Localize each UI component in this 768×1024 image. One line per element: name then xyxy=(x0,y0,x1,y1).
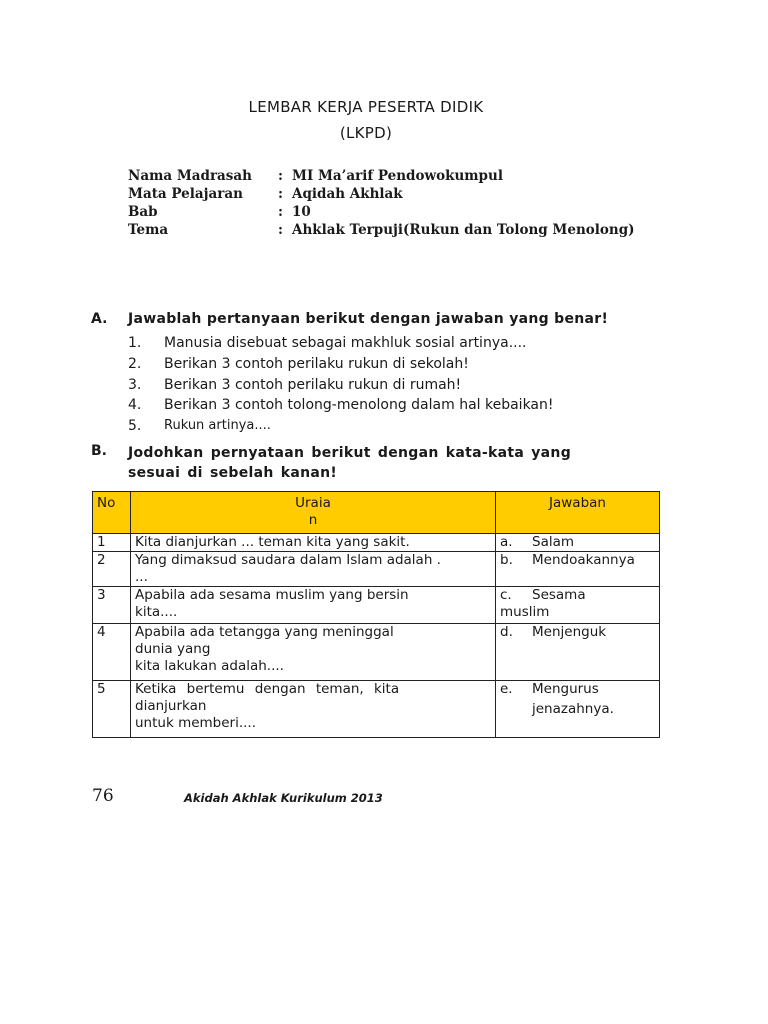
header-uraian xyxy=(131,492,496,534)
info-value: MI Ma’arif Pendowokumpul xyxy=(292,168,503,184)
book-title: Akidah Akhlak Kurikulum 2013 xyxy=(184,791,383,805)
question-number: 5. xyxy=(128,418,142,435)
statement-line: Apabila ada tetangga yang meninggal xyxy=(135,624,394,640)
statement-line: Apabila ada sesama muslim yang bersin xyxy=(135,587,409,603)
row-answer xyxy=(496,534,660,552)
statement-line: Kita dianjurkan ... teman kita yang sakit. xyxy=(135,534,410,550)
answer-text: Mendoakannya xyxy=(532,552,635,568)
info-value: 10 xyxy=(292,204,311,220)
page-number: 76 xyxy=(92,786,114,806)
question-text: Rukun artinya.... xyxy=(164,418,271,434)
header-jawaban: Jawaban xyxy=(496,492,660,534)
statement-line: dianjurkan xyxy=(135,698,207,714)
info-colon: : xyxy=(278,204,283,220)
row-number: 1 xyxy=(93,534,131,552)
row-number: 5 xyxy=(93,681,131,738)
table-row xyxy=(93,552,660,587)
section-b-heading: Jodohkan pernyataan berikut dengan kata-kata yang sesuai di sebelah kanan! xyxy=(128,445,572,481)
answer-text: Mengurus xyxy=(532,681,599,697)
info-colon: : xyxy=(278,186,283,202)
answer-letter: b. xyxy=(500,552,513,568)
info-colon: : xyxy=(278,222,283,238)
info-row-madrasah xyxy=(128,167,648,185)
row-answer xyxy=(496,681,660,738)
info-label: Nama Madrasah xyxy=(128,168,252,184)
info-colon: : xyxy=(278,168,283,184)
row-statement xyxy=(131,534,496,552)
answer-letter: d. xyxy=(500,624,513,640)
row-statement xyxy=(131,681,496,738)
info-label: Bab xyxy=(128,204,158,220)
row-answer xyxy=(496,624,660,681)
question-number: 1. xyxy=(128,335,142,351)
table-row xyxy=(93,587,660,624)
info-row-subject xyxy=(128,185,648,203)
row-answer xyxy=(496,552,660,587)
statement-line: Yang dimaksud saudara dalam Islam adalah . xyxy=(135,552,441,568)
statement-line: untuk memberi.... xyxy=(135,715,257,731)
statement-line: ... xyxy=(135,569,148,585)
statement-line: kita lakukan adalah.... xyxy=(135,658,284,674)
statement-line: dunia yang xyxy=(135,641,211,657)
question-text: Berikan 3 contoh perilaku rukun di sekolah! xyxy=(164,355,469,372)
section-a-letter: A. xyxy=(91,311,108,327)
table-row xyxy=(93,624,660,681)
row-number: 3 xyxy=(93,587,131,624)
answer-text: Sesama xyxy=(532,587,586,603)
statement-line: kita.... xyxy=(135,604,178,620)
matching-table xyxy=(92,491,660,738)
table-row xyxy=(93,534,660,552)
identity-block xyxy=(128,167,648,239)
answer-text: Salam xyxy=(532,534,575,550)
section-b-letter: B. xyxy=(91,443,107,459)
answer-text-line2: muslim xyxy=(500,604,550,620)
header-uraian-line2: n xyxy=(308,512,318,528)
statement-line: Ketika bertemu dengan teman, kita xyxy=(135,681,400,697)
question-text: Manusia disebuat sebagai makhluk sosial artinya.... xyxy=(164,335,527,351)
info-row-chapter xyxy=(128,203,648,221)
section-a-heading: Jawablah pertanyaan berikut dengan jawaban yang benar! xyxy=(128,311,609,327)
info-label: Tema xyxy=(128,222,169,238)
table-row xyxy=(93,681,660,738)
question-text: Berikan 3 contoh tolong-menolong dalam hal kebaikan! xyxy=(164,397,554,414)
question-number: 2. xyxy=(128,355,142,372)
row-statement xyxy=(131,587,496,624)
question-text: Berikan 3 contoh perilaku rukun di rumah! xyxy=(164,376,462,393)
document-title: LEMBAR KERJA PESERTA DIDIK xyxy=(248,98,484,116)
answer-letter: c. xyxy=(500,587,512,603)
info-label: Mata Pelajaran xyxy=(128,186,243,202)
answer-text: Menjenguk xyxy=(532,624,607,640)
info-value: Aqidah Akhlak xyxy=(292,186,403,202)
table-header-row xyxy=(93,492,660,534)
answer-letter: e. xyxy=(500,681,513,697)
answer-letter: a. xyxy=(500,534,513,550)
info-value: Ahklak Terpuji(Rukun dan Tolong Menolong) xyxy=(292,222,635,238)
question-number: 4. xyxy=(128,397,142,414)
row-statement xyxy=(131,552,496,587)
row-answer xyxy=(496,587,660,624)
document-subtitle: (LKPD) xyxy=(339,124,393,142)
row-number: 4 xyxy=(93,624,131,681)
answer-text-line2: jenazahnya. xyxy=(532,701,614,717)
question-number: 3. xyxy=(128,376,142,393)
header-no: No xyxy=(93,492,131,534)
header-uraian-line1: Uraia xyxy=(295,495,331,511)
info-row-theme xyxy=(128,221,648,239)
row-statement xyxy=(131,624,496,681)
row-number: 2 xyxy=(93,552,131,587)
